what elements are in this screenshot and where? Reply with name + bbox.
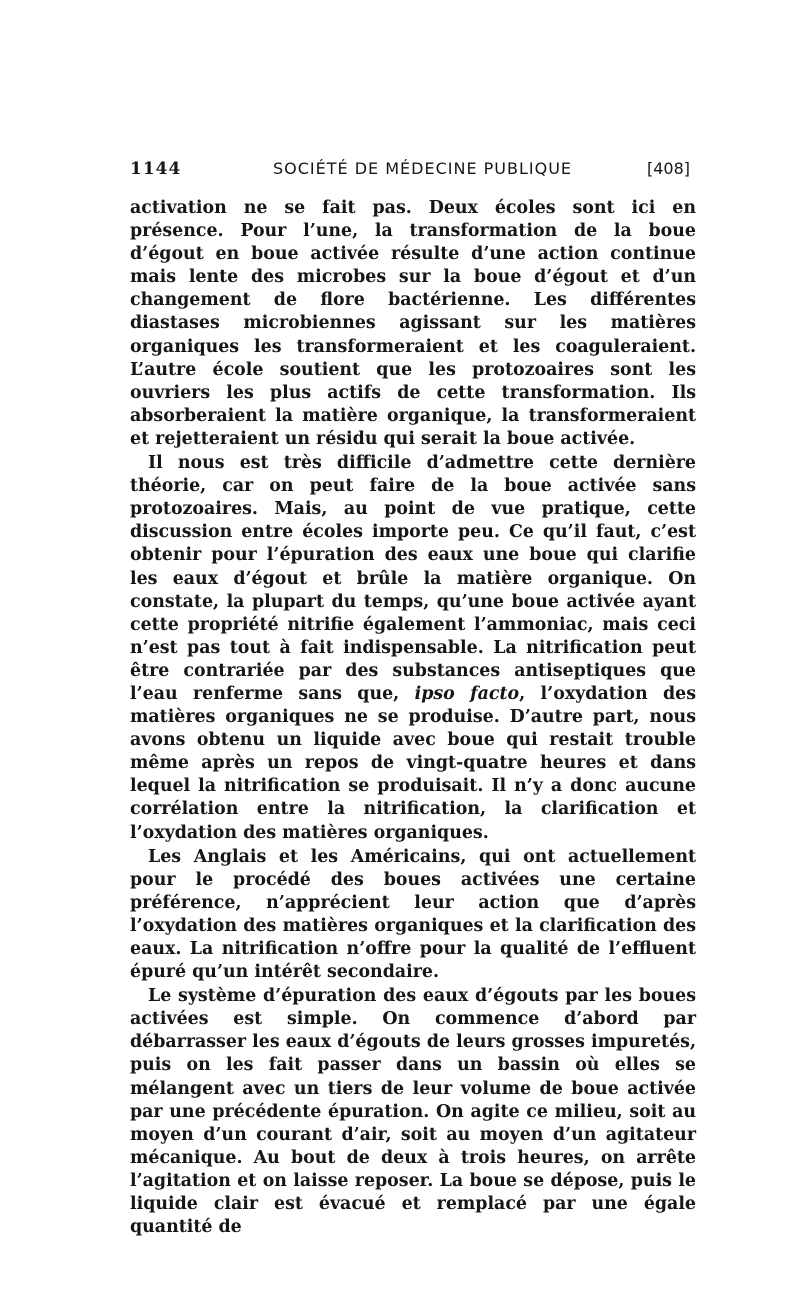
running-title: SOCIÉTÉ DE MÉDECINE PUBLIQUE (273, 159, 573, 178)
folio-number: [408] (646, 159, 690, 178)
paragraph-1-text: activation ne se fait pas. Deux écoles sont ici en présence. Pour l’une, la transformation de la boue d’égout en boue activée résulte d’une action continue mais lente des microbes sur la boue d’égout et d’un changement de flore bactérienne. Les différentes diastases microbiennes agissant sur les matières organiques les transformeraient et les coaguleraient. L’autre école soutient que les protozoaires sont les ouvriers les plus actifs de cette transformation. Ils absorberaient la matière organique, la transformeraient et rejetteraient un résidu qui serait la boue activée. (130, 198, 696, 449)
paragraph-2 (130, 452, 696, 845)
paragraph-4-text: Le système d’épuration des eaux d’égouts par les boues activées est simple. On commence d’abord par débarrasser les eaux d’égouts de leurs grosses impuretés, puis on les fait passer dans un bassin où elles se mélangent avec un tiers de leur volume de boue activée par une précédente épuration. On agite ce milieu, soit au moyen d’un courant d’air, soit au moyen d’un agitateur mécanique. Au bout de deux à trois heures, on arrête l’agitation et on laisse reposer. La boue se dépose, puis le liquide clair est évacué et remplacé par une égale quantité de (130, 986, 696, 1238)
paragraph-4 (130, 985, 696, 1239)
paragraph-2-text-a: Il nous est très difficile d’admettre cette dernière théorie, car on peut faire de la boue activée sans protozoaires. Mais, au point de vue pratique, cette discussion entre écoles importe peu. Ce qu’il faut, c’est obtenir pour l’épuration des eaux une boue qui clarifie les eaux d’égout et brûle la matière organique. On constate, la plupart du temps, qu’une boue activée ayant cette propriété nitrifie également l’ammoniac, mais ceci n’est pas tout à fait indispensable. La nitrification peut être contrariée par des substances antiseptiques que l’eau renferme sans que, (130, 453, 696, 704)
document-page (130, 155, 696, 1239)
paragraph-2-text-b: , l’oxydation des matières organiques ne se produise. D’autre part, nous avons obtenu un liquide avec boue qui restait trouble même après un repos de vingt-quatre heures et dans lequel la nitrification se produisait. Il n’y a donc aucune corrélation entre la nitrification, la clarification et l’oxydation des matières organiques. (130, 683, 696, 843)
body-text (130, 197, 696, 1239)
page-number: 1144 (130, 159, 182, 179)
running-header (130, 155, 696, 185)
paragraph-3-text: Les Anglais et les Américains, qui ont actuellement pour le procédé des boues activées une certaine préférence, n’apprécient leur action que d’après l’oxydation des matières organiques et la clarification des eaux. La nitrification n’offre pour la qualité de l’effluent épuré qu’un intérêt secondaire. (130, 846, 696, 983)
paragraph-3 (130, 846, 696, 985)
paragraph-1 (130, 197, 696, 451)
paragraph-2-italic-phrase: ipso facto (414, 683, 520, 704)
